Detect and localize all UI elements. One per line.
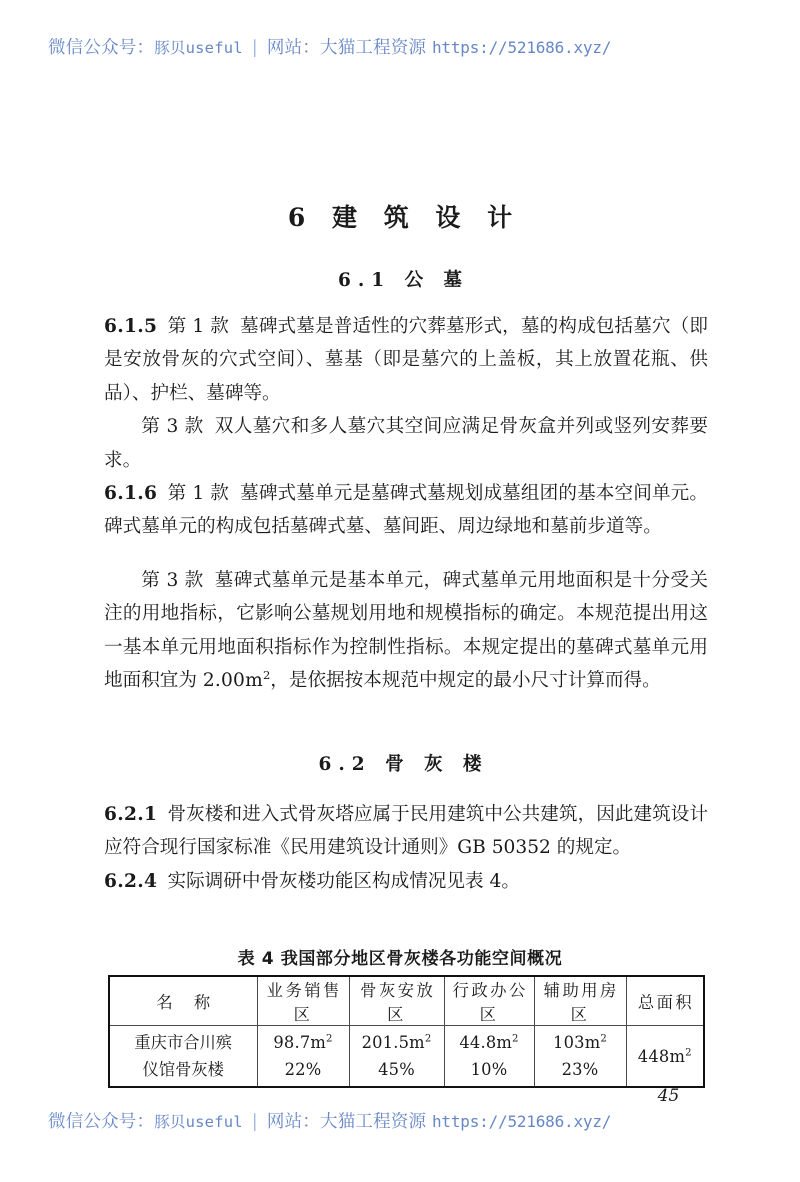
watermark-site-label-footer: 网站： — [266, 1112, 321, 1132]
chapter-title: 6 建 筑 设 计 — [287, 203, 522, 232]
clause-616-kuan3-text-b: ，是依据按本规范中规定的最小尺寸计算而得。 — [270, 670, 661, 692]
clause-number-615: 6.1.5 — [104, 316, 158, 337]
section-title-6-2: 6.2 骨 灰 楼 — [318, 754, 489, 775]
clause-621-text: 骨灰楼和进入式骨灰塔应属于民用建筑中公共建筑，因此建筑设计应符合现行国家标准《民用建筑设计通则》GB 50352 的规定。 — [104, 804, 708, 859]
clause-615-kuan3-text: 双人墓穴和多人墓穴其空间应满足骨灰盒并列或竖列安葬要求。 — [104, 416, 708, 471]
clause-block-615 — [104, 310, 708, 544]
clause-621 — [104, 798, 708, 865]
watermark-separator: | — [251, 38, 258, 58]
clause-number-621: 6.2.1 — [104, 804, 158, 825]
watermark-url: https://521686.xyz/ — [431, 38, 612, 57]
clause-615-kuan3-para — [104, 410, 708, 477]
clause-615 — [104, 310, 708, 410]
clause-624 — [104, 865, 708, 898]
watermark-wechat-name: 豚贝useful — [154, 39, 243, 57]
clause-616-kuan3: 第 3 款 — [141, 570, 204, 591]
table-cell-admin — [444, 1026, 534, 1088]
aux-area-value: $103m^2$ — [553, 1033, 607, 1052]
clause-624-text: 实际调研中骨灰楼功能区构成情况见表 4。 — [167, 870, 520, 892]
table-cell-ash — [349, 1026, 444, 1088]
clause-616 — [104, 477, 708, 544]
facility-name-line1: 重庆市合川殡 — [134, 1033, 233, 1052]
admin-percent-value: 10% — [470, 1060, 508, 1079]
table-cell-total — [626, 1026, 704, 1088]
clause-615-text: 墓碑式墓是普适性的穴葬墓形式，墓的构成包括墓穴（即是安放骨灰的穴式空间）、墓基（即是墓穴的上盖板，其上放置花瓶、供品）、护栏、墓碑等。 — [104, 316, 708, 404]
watermark-site-name: 大猫工程资源 — [320, 38, 427, 58]
table-header-admin: 行政办公区 — [444, 976, 534, 1026]
clause-616-kuan3-para — [104, 564, 708, 698]
watermark-url-footer: https://521686.xyz/ — [431, 1112, 612, 1131]
watermark-wechat-label: 微信公众号： — [48, 38, 155, 58]
sales-percent-value: 22% — [284, 1060, 322, 1079]
total-area-value: $448m^2$ — [637, 1046, 692, 1066]
clause-616-kuan1: 第 1 款 — [167, 483, 229, 505]
clause-number-616: 6.1.6 — [104, 483, 158, 505]
clause-616-kuan3-text-a: 墓碑式墓单元是基本单元，碑式墓单元用地面积是十分受关注的用地指标，它影响公墓规划用地和规模指标的确定。本规范提出用这一基本单元用地面积指标作为控制性指标。本规定提出的墓碑式墓单元用地面积宜为 — [104, 570, 708, 692]
watermark-footer — [0, 1108, 800, 1133]
admin-area-value: $44.8m^2$ — [459, 1033, 519, 1052]
table-cell-sales — [257, 1026, 349, 1088]
watermark-separator-footer: | — [251, 1112, 258, 1132]
watermark-wechat-name-footer: 豚贝useful — [154, 1113, 243, 1131]
aux-percent-value: 23% — [561, 1060, 599, 1079]
section-title-6-1: 6.1 公 墓 — [337, 270, 470, 291]
ash-percent-value: 45% — [378, 1060, 415, 1079]
table-header-aux: 辅助用房区 — [534, 976, 626, 1026]
table-header-ash: 骨灰安放区 — [349, 976, 444, 1026]
ash-area-value: $201.5m^2$ — [361, 1033, 432, 1052]
clause-615-kuan3: 第 3 款 — [141, 416, 204, 438]
clause-number-624: 6.2.4 — [104, 870, 158, 892]
watermark-header — [0, 34, 800, 59]
watermark-wechat-label-footer: 微信公众号： — [48, 1112, 155, 1132]
table-header-name: 名 称 — [109, 976, 257, 1026]
table-cell-aux — [534, 1026, 626, 1088]
clause-block-616-kuan3 — [104, 564, 708, 698]
functional-space-table — [108, 975, 705, 1088]
watermark-site-label: 网站： — [266, 38, 321, 58]
table-cell-name — [109, 1026, 257, 1088]
table-header-total: 总面积 — [626, 976, 704, 1026]
table-row — [109, 1026, 704, 1088]
unit-area-value: 2.00m — [202, 670, 263, 692]
watermark-site-name-footer: 大猫工程资源 — [320, 1112, 427, 1132]
facility-name-line2: 仪馆骨灰楼 — [142, 1060, 224, 1079]
sales-area-value: $98.7m^2$ — [273, 1033, 333, 1052]
unit-area-exponent: 2 — [262, 668, 271, 683]
clause-block-62 — [104, 798, 708, 898]
clause-615-kuan1: 第 1 款 — [167, 316, 229, 337]
table-header-sales: 业务销售区 — [257, 976, 349, 1026]
table-caption: 表 4 我国部分地区骨灰楼各功能空间概况 — [237, 949, 563, 969]
clause-616-text: 墓碑式墓单元是墓碑式墓规划成墓组团的基本空间单元。碑式墓单元的构成包括墓碑式墓、墓间距、周边绿地和墓前步道等。 — [104, 483, 708, 538]
table-header-row — [109, 976, 704, 1026]
page-number: 45 — [657, 1086, 680, 1106]
